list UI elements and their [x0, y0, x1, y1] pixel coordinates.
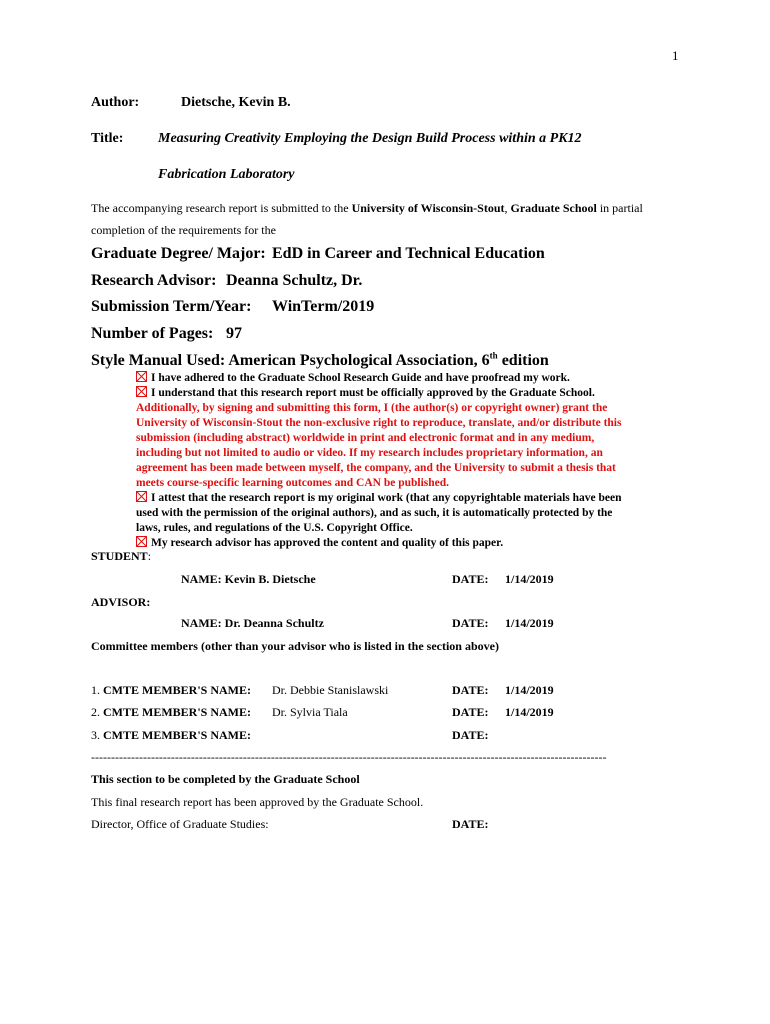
member-date-label: DATE: — [452, 683, 489, 697]
member-label: CMTE MEMBER'S NAME: — [103, 705, 251, 719]
checked-box-icon[interactable] — [136, 491, 147, 502]
intro-text-2: in partial — [596, 201, 643, 215]
page-number: 1 — [672, 48, 679, 63]
intro-line-1 — [91, 201, 643, 216]
check-item-advisor-approved — [136, 536, 676, 551]
member-number: 1. — [91, 683, 103, 697]
red-line: meets course-specific learning outcomes and CAN be published. — [136, 477, 450, 489]
intro-school: Graduate School — [510, 201, 597, 215]
dashed-divider: --------------------------------------------------------------------------------------------------------------------------------- — [91, 750, 607, 764]
style-manual-label: Style Manual Used: — [91, 352, 226, 369]
member-number: 3. — [91, 728, 103, 742]
member-date-label: DATE: — [452, 705, 489, 719]
advisor-field-label: Research Advisor: — [91, 272, 217, 289]
original-work-line: laws, rules, and regulations of the U.S. Copyright Office. — [136, 522, 413, 534]
red-line: University of Wisconsin-Stout the non-exclusive right to reproduce, translate, and/or distribute this — [136, 417, 622, 429]
checked-box-icon[interactable] — [136, 386, 147, 397]
author-value: Dietsche, Kevin B. — [181, 95, 291, 110]
title-line-2: Fabrication Laboratory — [158, 167, 295, 182]
degree-value: EdD in Career and Technical Education — [272, 245, 545, 262]
check-text-approval: I understand that this research report must be officially approved by the Graduate School. — [151, 387, 595, 399]
intro-university: University of Wisconsin-Stout — [351, 201, 505, 215]
original-work-line: used with the permission of the original authors), and as such, it is automatically protected by the — [136, 507, 613, 519]
director-label: Director, Office of Graduate Studies: — [91, 817, 269, 831]
member-date: 1/14/2019 — [505, 683, 554, 697]
checked-box-icon[interactable] — [136, 536, 147, 547]
student-label: STUDENT — [91, 549, 148, 563]
check-item-approval — [136, 386, 676, 401]
grad-school-approved: This final research report has been approved by the Graduate School. — [91, 795, 424, 809]
style-manual-suffix: edition — [497, 352, 549, 369]
term-value: WinTerm/2019 — [272, 298, 375, 315]
check-text-proofread: I have adhered to the Graduate School Research Guide and have proofread my work. — [151, 372, 570, 384]
intro-line-2: completion of the requirements for the — [91, 223, 276, 237]
title-line-1: Measuring Creativity Employing the Design Build Process within a PK12 — [158, 131, 582, 146]
style-manual-value: American Psychological Association, 6 — [228, 352, 490, 369]
committee-member-row — [91, 728, 251, 743]
grad-school-heading: This section to be completed by the Graduate School — [91, 772, 360, 786]
check-item-proofread — [136, 371, 676, 386]
intro-text-1: The accompanying research report is submitted to the — [91, 201, 352, 215]
director-date-label: DATE: — [452, 817, 489, 831]
member-label: CMTE MEMBER'S NAME: — [103, 728, 251, 742]
member-name: Dr. Sylvia Tiala — [272, 705, 348, 719]
red-line: including but not limited to audio or video. If my research includes proprietary information, an — [136, 447, 603, 459]
style-manual — [91, 352, 549, 370]
student-name: NAME: Kevin B. Dietsche — [181, 572, 316, 586]
advisor-date-label: DATE: — [452, 616, 489, 630]
advisor-field-value: Deanna Schultz, Dr. — [226, 272, 363, 289]
committee-member-row — [91, 683, 251, 698]
title-label: Title: — [91, 131, 124, 146]
red-line: Additionally, by signing and submitting this form, I (the author(s) or copyright owner) grant the — [136, 402, 608, 414]
member-name: Dr. Debbie Stanislawski — [272, 683, 389, 697]
student-colon: : — [147, 549, 152, 563]
checked-box-icon[interactable] — [136, 371, 147, 382]
student-heading — [91, 549, 151, 564]
advisor-name: NAME: Dr. Deanna Schultz — [181, 616, 324, 630]
committee-member-row — [91, 705, 251, 720]
author-label: Author: — [91, 95, 140, 110]
red-line: submission (including abstract) worldwide in print and electronic format and in any medium, — [136, 432, 595, 444]
member-label: CMTE MEMBER'S NAME: — [103, 683, 251, 697]
check-text-original-work: I attest that the research report is my original work (that any copyrightable materials have been — [151, 492, 622, 504]
term-label: Submission Term/Year: — [91, 298, 252, 315]
student-date: 1/14/2019 — [505, 572, 554, 586]
member-date-label: DATE: — [452, 728, 489, 742]
intro-comma: , — [504, 201, 511, 215]
degree-label: Graduate Degree/ Major: — [91, 245, 266, 262]
student-date-label: DATE: — [452, 572, 489, 586]
pages-label: Number of Pages: — [91, 325, 214, 342]
pages-value: 97 — [226, 325, 242, 342]
advisor-date: 1/14/2019 — [505, 616, 554, 630]
certification-block — [136, 371, 676, 551]
style-manual-sup: th — [489, 350, 498, 361]
member-date: 1/14/2019 — [505, 705, 554, 719]
committee-heading: Committee members (other than your advisor who is listed in the section above) — [91, 639, 499, 653]
check-text-advisor-approved: My research advisor has approved the content and quality of this paper. — [151, 537, 504, 549]
advisor-heading: ADVISOR: — [91, 595, 151, 609]
member-number: 2. — [91, 705, 103, 719]
check-item-original-work — [136, 491, 676, 506]
red-line: agreement has been made between myself, the company, and the University to submit a thesis that — [136, 462, 616, 474]
